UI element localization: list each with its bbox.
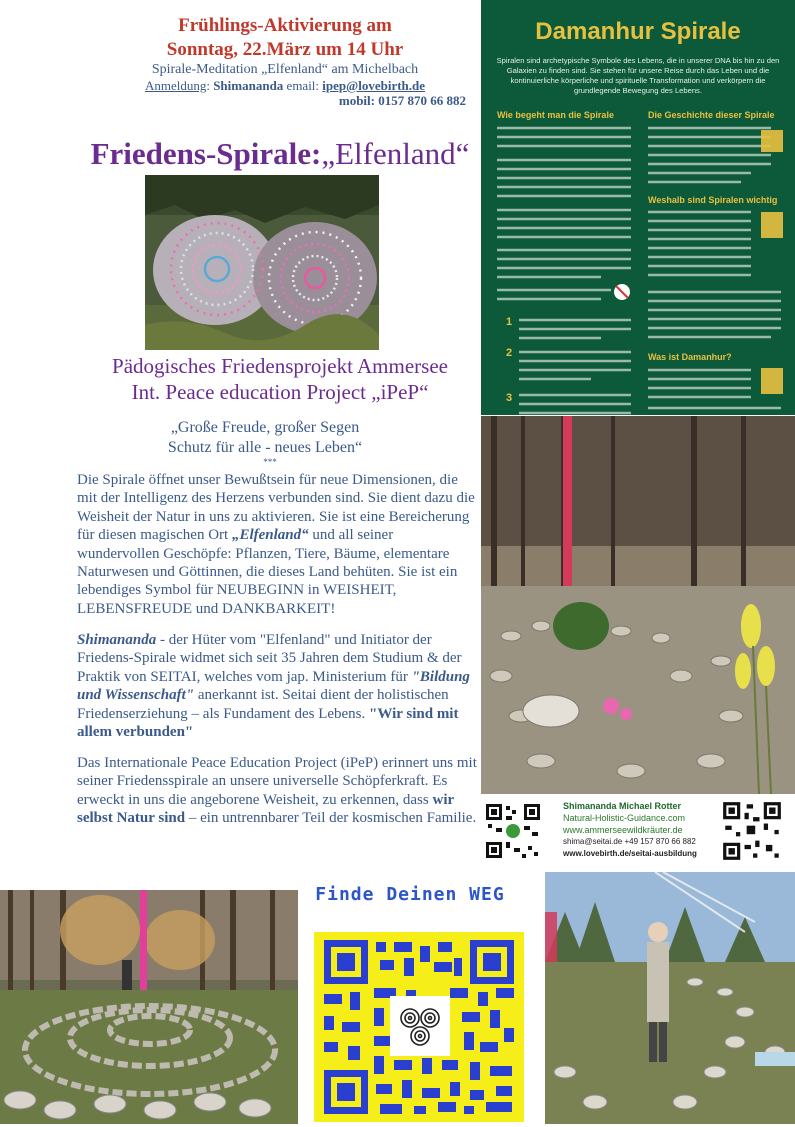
shimananda-name: Shimananda: [77, 632, 157, 648]
paragraph-spiral: [77, 471, 479, 618]
paragraph-spiral-text-b: und all seiner wundervollen Geschöpfe: Pflanzen, Tiere, Bäume, elementare Naturwesen und Göttinnen, die dieses Land behüten. Sie ist ein lebendiges Symbol für NEUBEGINN in WEISHEIT, LEBENSFREUDE und DANKBARKEIT!: [77, 527, 458, 617]
finde-deinen-weg-heading: Finde Deinen WEG: [315, 884, 505, 905]
spiral-panel-intro: Spiralen sind archetypische Symbole des Lebens, die in unserer DNA bis hin zu den Galaxien zu finden sind. Sie stehen für unsere Reise durch das Leben und die kontinuierliche körperliche und spirituelle Transformation und verkörpern die grundlegende Bewegung des Lebens.: [496, 56, 780, 95]
quote-line2: Schutz für alle - neues Leben“: [167, 439, 363, 456]
contact-phone: shima@seitai.de +49 157 870 66 882: [563, 837, 696, 846]
event-header: [100, 14, 470, 109]
event-date: Sonntag, 22.März um 14 Uhr: [166, 39, 404, 60]
email-label: email:: [283, 78, 323, 93]
spiral-step-2: 2: [506, 347, 513, 359]
spiral-meadow-photo: [0, 890, 298, 1124]
event-title-line1: Frühlings-Aktivierung am: [178, 15, 392, 36]
painted-stones-photo: [145, 175, 379, 350]
contact-text: [563, 800, 713, 860]
registration-name: Shimananda: [213, 78, 284, 93]
spiral-col2-heading2: Weshalb sind Spiralen wichtig: [648, 195, 778, 205]
contact-site2[interactable]: www.ammerseewildkräuter.de: [563, 825, 683, 835]
contact-qr-right[interactable]: [721, 800, 783, 862]
spiral-col2-heading: Die Geschichte dieser Spirale: [648, 110, 775, 120]
paragraph-ipep-text-b: – ein untrennbarer Teil der kosmischen Familie.: [185, 810, 477, 827]
separator-stars: ***: [263, 457, 277, 467]
quote-line1: „Große Freude, großer Segen: [170, 419, 360, 436]
contact-site3[interactable]: www.lovebirth.de/seitai-ausbildung: [563, 849, 697, 858]
registration-label: Anmeldung: [144, 78, 207, 93]
project-line1: Pädogisches Friedensprojekt Ammersee: [112, 354, 448, 378]
spiral-panel-text-lines: [481, 0, 795, 415]
paragraph-shimananda-text-a: - der Hüter vom "Elfenland" und Initiator der Friedens-Spirale widmet sich seit 35 Jahren dem Studium & der Praktik von SEITAI, welches vom jap. Ministerium für: [77, 632, 462, 685]
spiral-gathering-photo: [545, 872, 795, 1124]
spiral-col2-heading3: Was ist Damanhur?: [648, 352, 732, 362]
nature-emphasis: wir selbst Natur sind: [77, 791, 454, 827]
page-title: [70, 136, 490, 172]
ministry-emphasis: "Bildung und Wissenschaft": [77, 668, 470, 704]
paragraph-spiral-text-a: Die Spirale öffnet unser Bewußtsein für neue Dimensionen, die mit der Intelligenz des Herzens verbunden sind. Sie dient dazu die Weisheit der Natur in uns zu aktivieren. Sie ist eine Bereicherung für diesen magischen Ort: [77, 472, 475, 544]
spiral-qr-code[interactable]: [314, 932, 524, 1122]
contact-qr-left[interactable]: [484, 802, 542, 860]
quote-block: [110, 418, 420, 458]
spiral-panel-title: Damanhur Spirale: [535, 18, 741, 45]
mobile-number: mobil: 0157 870 66 882: [338, 93, 466, 108]
paragraph-shimananda-text-b: anerkannt ist. Seitai dient der holistischen Friedenserziehung – als Fundament des Lebens.: [77, 687, 449, 722]
title-main: Friedens-Spirale:: [90, 136, 322, 171]
damanhur-spiral-panel: [481, 0, 795, 415]
spiral-step-3: 3: [506, 392, 513, 404]
spiral-forest-photo: [481, 416, 795, 794]
meditation-subtitle: Spirale-Meditation „Elfenland“ am Michelbach: [151, 62, 419, 77]
paragraph-shimananda: [77, 631, 479, 741]
title-name: „Elfenland“: [321, 136, 470, 171]
paragraph-ipep: [77, 754, 479, 828]
project-block: [70, 353, 490, 405]
paragraph-ipep-text-a: Das Internationale Peace Education Project (iPeP) erinnert uns mit seiner Friedensspirale an unsere universelle Schöpferkraft. Es erweckt in uns die angeborene Weisheit, zu erkennen, dass: [77, 755, 477, 808]
spiral-col1-heading: Wie begeht man die Spirale: [497, 110, 614, 120]
contact-site1[interactable]: Natural-Holistic-Guidance.com: [563, 813, 686, 823]
motto: "Wir sind mit allem verbunden": [77, 705, 459, 741]
contact-box: [481, 794, 795, 866]
contact-name: Shimananda Michael Rotter: [563, 801, 682, 811]
registration-sep: :: [206, 78, 214, 93]
registration-line: [100, 78, 470, 93]
project-line2: Int. Peace education Project „iPeP“: [131, 380, 429, 404]
email-link[interactable]: ipep@lovebirth.de: [322, 78, 426, 93]
elfenland-emphasis: „Elfenland“: [231, 527, 309, 544]
spiral-step-1: 1: [506, 316, 513, 328]
